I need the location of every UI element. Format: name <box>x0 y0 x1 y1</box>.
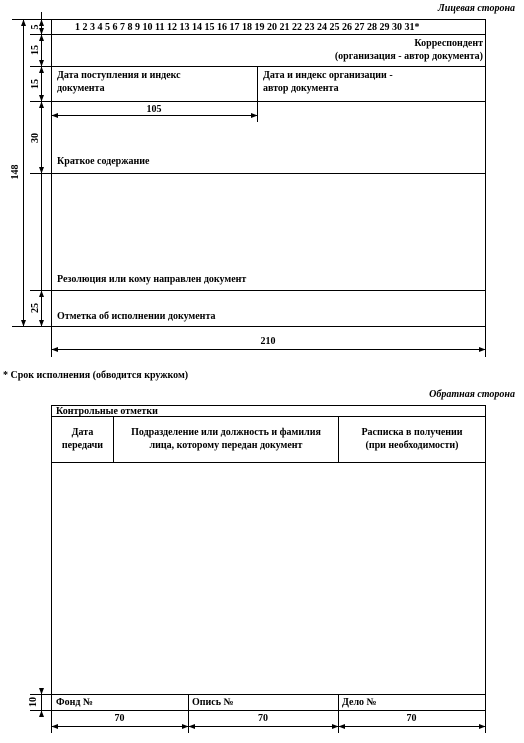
day-numbers-row: 1 2 3 4 5 6 7 8 9 10 11 12 13 14 15 16 17 18 19 20 21 22 23 24 25 26 27 28 29 30 31* <box>75 22 420 33</box>
dim-15-bottom-label: 15 <box>30 79 41 89</box>
col-receipt-header: Расписка в получении <box>361 427 463 438</box>
dim-105-label: 105 <box>146 104 162 115</box>
dim-15-top-label: 15 <box>30 45 41 55</box>
receipt-date-label-2: документа <box>57 83 105 94</box>
dim-148-label: 148 <box>10 164 21 180</box>
dim-10-label: 10 <box>28 697 39 707</box>
dim-5-label: 5 <box>30 24 41 30</box>
dim-30-label: 30 <box>30 133 41 143</box>
fond-label: Фонд № <box>56 697 93 708</box>
dim-210-label: 210 <box>260 336 276 347</box>
delo-label: Дело № <box>342 697 377 708</box>
receipt-date-label: Дата поступления и индекс <box>57 70 181 81</box>
resolution-label: Резолюция или кому направлен документ <box>57 274 247 285</box>
col-receipt-header-2: (при необходимости) <box>365 440 459 451</box>
execution-mark-label: Отметка об исполнении документа <box>57 311 216 322</box>
org-date-label-2: автор документа <box>263 83 339 94</box>
dim-70-opis-label: 70 <box>258 713 268 724</box>
correspondent-label: Корреспондент <box>414 38 483 49</box>
opis-label: Опись № <box>192 697 234 708</box>
col-dept-header: Подразделение или должность и фамилия <box>131 427 321 438</box>
col-dept-header-2: лица, которому передан документ <box>149 440 303 451</box>
control-marks-label: Контрольные отметки <box>56 406 158 417</box>
dim-70-fond-label: 70 <box>114 713 125 724</box>
correspondent-sub-label: (организация - автор документа) <box>334 51 483 62</box>
dim-70-delo-label: 70 <box>406 713 417 724</box>
dim-25-label: 25 <box>30 303 41 313</box>
back-side-label: Обратная сторона <box>429 389 515 400</box>
front-side-label: Лицевая сторона <box>437 3 515 14</box>
col-date-header-2: передачи <box>61 440 104 451</box>
summary-label: Краткое содержание <box>57 156 150 167</box>
footnote: * Срок исполнения (обводится кружком) <box>3 370 189 381</box>
org-date-label: Дата и индекс организации - <box>263 70 393 81</box>
col-date-header: Дата <box>71 427 94 438</box>
